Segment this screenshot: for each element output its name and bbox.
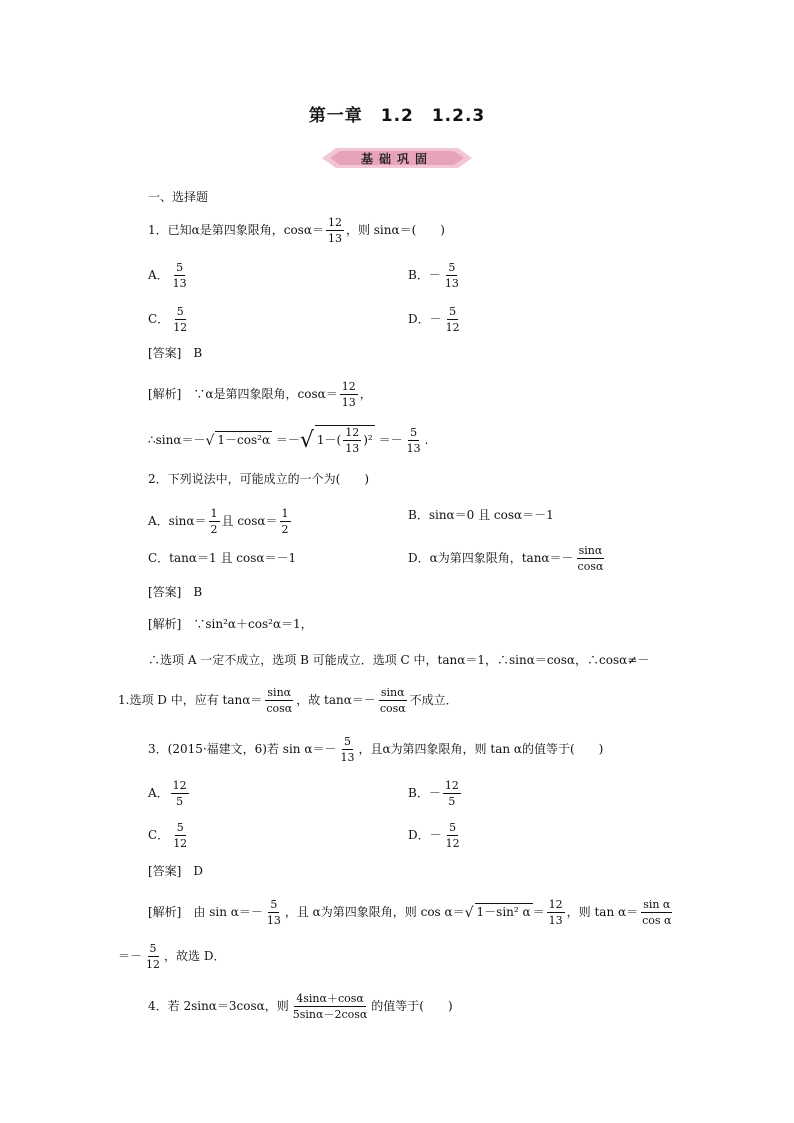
question-1-analysis-line-1: [解析] ∵α是第四象限角，cosα＝ $\frac{12}{13}$ ，	[148, 380, 372, 409]
question-3-analysis-line-2: ＝－ $\frac{5}{12}$ ，故选 D．	[118, 942, 226, 971]
question-1-analysis-line-2: ∴sinα＝－√ 1－cos²α ＝－√ 1－( $\frac{12}{13}$ )² ＝－ $\frac{5}{13}$ .	[148, 426, 429, 455]
question-2-analysis-line-3: 1.选项 D 中，应有 tanα＝ $\frac{\sin\alpha}{\cos\alpha}$ ，故 tanα＝－ $\frac{\sin\alpha}{\cos\alpha}$ 不成立．	[118, 686, 458, 715]
question-3-answer: [答案] D	[148, 864, 204, 878]
question-1-option-d[interactable]: D．－ $\frac{5}{12}$	[408, 305, 460, 334]
section-heading: 一、选择题	[148, 190, 209, 204]
question-1-option-a[interactable]: A． $\frac{5}{13}$	[148, 261, 187, 290]
fraction: $\frac{12}{13}$	[548, 898, 563, 927]
question-2-option-c[interactable]: C．tanα＝1 且 cosα＝－1	[148, 551, 297, 565]
page-title: 第一章 1.2 1.2.3	[308, 106, 486, 126]
fraction: $\frac{5}{12}$	[445, 821, 460, 850]
question-2-stem: 2．下列说法中，可能成立的一个为( )	[148, 472, 369, 486]
question-2-option-d[interactable]: D．α为第四象限角，tanα＝－ $\frac{\sin\alpha}{\cos\alpha}$	[408, 544, 604, 573]
fraction: $\frac{5}{13}$	[340, 735, 355, 764]
question-3-option-b[interactable]: B．－ $\frac{12}{5}$	[408, 779, 459, 808]
question-1-answer: [答案] B	[148, 346, 203, 360]
question-2-option-b[interactable]: B．sinα＝0 且 cosα＝－1	[408, 508, 554, 522]
fraction: $\frac{5}{12}$	[173, 305, 188, 334]
question-3-option-c[interactable]: C． $\frac{5}{12}$	[148, 821, 188, 850]
fraction: $\frac{5}{13}$	[172, 261, 187, 290]
question-2-option-a[interactable]: A．sinα＝ $\frac{1}{2}$ 且 cosα＝ $\frac{1}{2}$	[148, 507, 289, 536]
fraction: $\frac{12}{13}$	[341, 380, 356, 409]
question-1-option-b[interactable]: B．－ $\frac{5}{13}$	[408, 261, 459, 290]
fraction: $\frac{4\sin\alpha+\cos\alpha}{5\sin\alpha-2\cos\alpha}$	[292, 992, 368, 1021]
fraction: $\frac{5}{12}$	[445, 305, 460, 334]
fraction: $\frac{12}{13}$	[327, 216, 342, 245]
question-3-option-a[interactable]: A． $\frac{12}{5}$	[148, 779, 187, 808]
question-3-option-d[interactable]: D．－ $\frac{5}{12}$	[408, 821, 460, 850]
question-2-answer: [答案] B	[148, 585, 203, 599]
fraction: $\frac{\text{sin α}}{\text{cos α}}$	[642, 898, 672, 927]
question-2-analysis-line-2: ∴选项 A 一定不成立，选项 B 可能成立．选项 C 中，tanα＝1，∴sinα＝cosα，∴cosα≠－	[148, 653, 650, 667]
fraction: $\frac{\sin\alpha}{\cos\alpha}$	[266, 686, 293, 715]
fraction: $\frac{\sin\alpha}{\cos\alpha}$	[379, 686, 406, 715]
question-2-analysis-line-1: [解析] ∵sin²α＋cos²α＝1，	[148, 617, 313, 631]
question-3-stem: 3．(2015·福建文，6)若 sin α＝－ $\frac{5}{13}$ ，且α为第四象限角，则 tan α的值等于( )	[148, 735, 604, 764]
fraction: $\frac{\sin\alpha}{\cos\alpha}$	[577, 544, 604, 573]
fraction: $\frac{5}{12}$	[146, 942, 161, 971]
fraction: $\frac{12}{5}$	[444, 779, 459, 808]
fraction: $\frac{1}{2}$	[281, 507, 289, 536]
question-1-option-c[interactable]: C． $\frac{5}{12}$	[148, 305, 188, 334]
question-1-stem: 1．已知α是第四象限角，cosα＝ $\frac{12}{13}$ ，则 sinα＝( )	[148, 216, 445, 245]
fraction: $\frac{5}{13}$	[406, 426, 421, 455]
fraction: $\frac{5}{13}$	[266, 898, 281, 927]
question-4-stem: 4．若 2sinα＝3cosα，则 $\frac{4\sin\alpha+\cos\alpha}{5\sin\alpha-2\cos\alpha}$ 的值等于( )	[148, 992, 453, 1021]
fraction: $\frac{12}{5}$	[172, 779, 187, 808]
banner-label: 基础巩固	[360, 152, 433, 166]
fraction: $\frac{5}{12}$	[173, 821, 188, 850]
fraction: $\frac{12}{13}$	[345, 426, 360, 455]
fraction: $\frac{1}{2}$	[210, 507, 218, 536]
fraction: $\frac{5}{13}$	[444, 261, 459, 290]
question-3-analysis-line-1: [解析] 由 sin α＝－ $\frac{5}{13}$ ，且 α为第四象限角，则 cos α＝√ 1－sin² α ＝ $\frac{12}{13}$ ，则 tan α＝ $\frac{\text{sin α}}{\text{cos α}}$	[148, 898, 672, 927]
